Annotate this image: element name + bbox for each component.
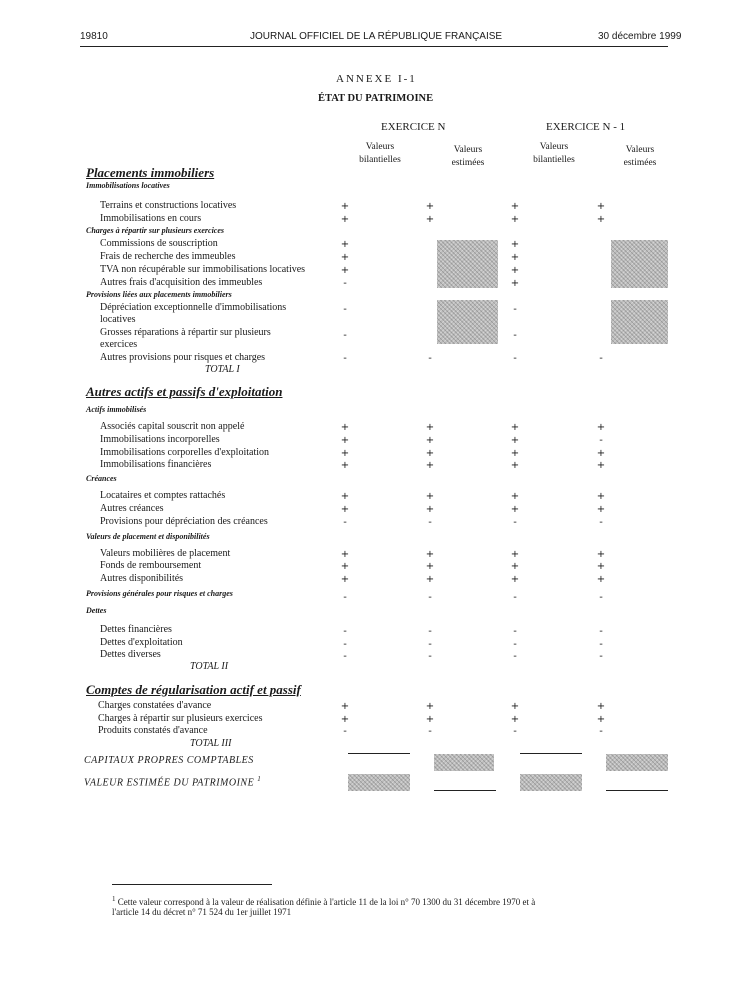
sign-mark: + (510, 278, 520, 289)
row-immob-en-cours: Immobilisations en cours (100, 213, 202, 224)
row-autres-creances: Autres créances (100, 503, 164, 514)
sign-mark: - (343, 517, 347, 528)
sign-mark: + (340, 504, 350, 515)
sign-mark: + (425, 435, 435, 446)
sign-mark: - (599, 435, 603, 446)
row-terrains: Terrains et constructions locatives (100, 200, 237, 211)
sign-mark: + (340, 491, 350, 502)
subsection-dettes: Dettes (86, 606, 107, 615)
sign-mark: + (510, 561, 520, 572)
sign-mark: - (513, 592, 517, 603)
sign-mark: - (428, 726, 432, 737)
sign-mark: + (596, 491, 606, 502)
header-rule (80, 46, 668, 47)
rule-capitaux-vb-n (348, 753, 410, 754)
row-charges-constatees: Charges constatées d'avance (98, 700, 212, 711)
footnote-text-1: Cette valeur correspond à la valeur de réalisation définie à l'article 11 de la loi n° 70 1300 du 31 décembre 1970 et à (117, 897, 536, 907)
sign-mark: + (340, 201, 350, 212)
sign-mark: + (510, 214, 520, 225)
footnote-marker: 1 (112, 895, 116, 903)
sign-mark: + (425, 714, 435, 725)
sign-mark: - (513, 651, 517, 662)
row-immob-incorporelles: Immobilisations incorporelles (100, 434, 220, 445)
sign-mark: + (510, 239, 520, 250)
section-placements: Placements immobiliers (86, 165, 215, 180)
sign-mark: + (596, 214, 606, 225)
subsection-provisions-generales: Provisions générales pour risques et charges (86, 589, 233, 598)
sign-mark: + (596, 448, 606, 459)
sign-mark: - (513, 353, 517, 364)
row-commissions: Commissions de souscription (100, 238, 218, 249)
col-vb-n1-line1: Valeurs (539, 142, 569, 152)
sign-mark: - (343, 639, 347, 650)
shaded-cell-capitaux-ve-n (434, 754, 494, 771)
sign-mark: - (428, 353, 432, 364)
sign-mark: + (340, 239, 350, 250)
sign-mark: + (340, 214, 350, 225)
sign-mark: + (510, 574, 520, 585)
subsection-valeurs-placement: Valeurs de placement et disponibilités (86, 532, 210, 541)
sign-mark: - (343, 278, 347, 289)
col-vb-n1 (522, 141, 586, 167)
row-produits-constates: Produits constatés d'avance (98, 725, 208, 736)
sign-mark: + (425, 448, 435, 459)
row-immob-financieres: Immobilisations financières (100, 459, 212, 470)
col-ve-n (434, 144, 502, 170)
sign-mark: - (343, 651, 347, 662)
row-fonds-remboursement: Fonds de remboursement (100, 560, 202, 571)
sign-mark: + (596, 504, 606, 515)
rule-valeur-ve-n1 (606, 790, 668, 791)
sign-mark: + (425, 549, 435, 560)
row-autres-frais: Autres frais d'acquisition des immeubles (100, 277, 263, 288)
sign-mark: - (428, 651, 432, 662)
row-provisions-depreciation: Provisions pour dépréciation des créances (100, 516, 268, 527)
row-associes: Associés capital souscrit non appelé (100, 421, 245, 432)
sign-mark: + (340, 701, 350, 712)
sign-mark: - (428, 639, 432, 650)
capitaux-propres-label: CAPITAUX PROPRES COMPTABLES (84, 755, 254, 766)
sign-mark: - (343, 330, 347, 341)
sign-mark: - (599, 651, 603, 662)
sign-mark: + (425, 504, 435, 515)
row-grosses-reparations-line2: exercices (100, 339, 138, 350)
row-autres-provisions: Autres provisions pour risques et charges (100, 352, 266, 363)
sign-mark: - (599, 626, 603, 637)
shaded-cell-ve-n-provisions (437, 300, 498, 344)
sign-mark: + (596, 422, 606, 433)
subsection-actifs-immobilises: Actifs immobilisés (86, 405, 147, 414)
section-autres-actifs: Autres actifs et passifs d'exploitation (86, 384, 283, 399)
sign-mark: + (425, 561, 435, 572)
sign-mark: - (513, 726, 517, 737)
total-2: TOTAL II (190, 661, 229, 672)
page-number: 19810 (80, 31, 108, 42)
sign-mark: + (596, 714, 606, 725)
sign-mark: + (510, 252, 520, 263)
sign-mark: + (340, 561, 350, 572)
sign-mark: - (343, 353, 347, 364)
sign-mark: + (596, 701, 606, 712)
row-depreciation-line2: locatives (100, 314, 136, 325)
sign-mark: - (428, 626, 432, 637)
sign-mark: - (343, 726, 347, 737)
sign-mark: + (510, 201, 520, 212)
sign-mark: - (599, 517, 603, 528)
sign-mark: + (340, 422, 350, 433)
etat-title: ÉTAT DU PATRIMOINE (318, 93, 434, 104)
sign-mark: + (340, 448, 350, 459)
col-vb-n-line2: bilantielles (359, 155, 401, 165)
subsection-charges-repartir: Charges à répartir sur plusieurs exercices (86, 226, 225, 235)
row-charges-repartir: Charges à répartir sur plusieurs exercices (98, 713, 263, 724)
sign-mark: + (596, 561, 606, 572)
total-3: TOTAL III (190, 738, 232, 749)
sign-mark: + (596, 549, 606, 560)
col-ve-n1-line1: Valeurs (625, 145, 655, 155)
shaded-cell-valeur-vb-n1 (520, 774, 582, 791)
sign-mark: - (513, 330, 517, 341)
sign-mark: + (340, 460, 350, 471)
row-frais-recherche: Frais de recherche des immeubles (100, 251, 236, 262)
shaded-cell-ve-n1-charges (611, 240, 668, 288)
subsection-immobilisations-locatives: Immobilisations locatives (86, 181, 170, 190)
row-valeurs-mobilieres: Valeurs mobilières de placement (100, 548, 231, 559)
row-dettes-exploitation: Dettes d'exploitation (100, 637, 183, 648)
sign-mark: + (425, 574, 435, 585)
sign-mark: + (340, 574, 350, 585)
shaded-cell-capitaux-ve-n1 (606, 754, 668, 771)
col-ve-n-line1: Valeurs (453, 145, 483, 155)
sign-mark: - (599, 726, 603, 737)
col-ve-n1 (608, 144, 672, 170)
col-ve-n1-line2: estimées (623, 158, 657, 168)
section-comptes-regularisation: Comptes de régularisation actif et passif (86, 682, 301, 697)
rule-valeur-ve-n (434, 790, 496, 791)
sign-mark: + (596, 460, 606, 471)
sign-mark: + (340, 549, 350, 560)
sign-mark: + (510, 701, 520, 712)
sign-mark: + (510, 422, 520, 433)
sign-mark: + (510, 448, 520, 459)
sign-mark: - (513, 517, 517, 528)
sign-mark: + (425, 460, 435, 471)
sign-mark: + (510, 435, 520, 446)
row-dettes-diverses: Dettes diverses (100, 649, 161, 660)
sign-mark: - (428, 517, 432, 528)
sign-mark: - (599, 639, 603, 650)
sign-mark: + (340, 435, 350, 446)
sign-mark: - (513, 304, 517, 315)
sign-mark: + (340, 714, 350, 725)
valeur-estimee-label (84, 775, 261, 788)
row-tva: TVA non récupérable sur immobilisations locatives (100, 264, 306, 275)
row-dettes-financieres: Dettes financières (100, 624, 172, 635)
row-depreciation-line1: Dépréciation exceptionnelle d'immobilisations (100, 302, 287, 313)
sign-mark: - (343, 592, 347, 603)
sign-mark: + (510, 549, 520, 560)
sign-mark: + (425, 201, 435, 212)
total-1: TOTAL I (205, 364, 240, 375)
col-vb-n1-line2: bilantielles (533, 155, 575, 165)
sign-mark: - (513, 626, 517, 637)
shaded-cell-ve-n1-provisions (611, 300, 668, 344)
sign-mark: + (510, 460, 520, 471)
exercice-n-header: EXERCICE N (381, 121, 446, 133)
row-grosses-reparations-line1: Grosses réparations à répartir sur plusieurs (100, 327, 271, 338)
sign-mark: + (510, 714, 520, 725)
sign-mark: + (425, 422, 435, 433)
sign-mark: - (599, 353, 603, 364)
sign-mark: + (425, 214, 435, 225)
journal-title: JOURNAL OFFICIEL DE LA RÉPUBLIQUE FRANÇAISE (250, 31, 503, 42)
col-vb-n-line1: Valeurs (365, 142, 395, 152)
sign-mark: + (340, 252, 350, 263)
sign-mark: + (425, 491, 435, 502)
sign-mark: - (343, 626, 347, 637)
sign-mark: - (343, 304, 347, 315)
sign-mark: + (340, 265, 350, 276)
sign-mark: - (599, 592, 603, 603)
valeur-estimee-text: VALEUR ESTIMÉE DU PATRIMOINE (84, 777, 255, 789)
sign-mark: - (428, 592, 432, 603)
col-ve-n-line2: estimées (451, 158, 485, 168)
sign-mark: + (510, 504, 520, 515)
shaded-cell-valeur-vb-n (348, 774, 410, 791)
footnote-line2: l'article 14 du décret n° 71 524 du 1er juillet 1971 (112, 907, 292, 917)
sign-mark: - (513, 639, 517, 650)
row-immob-corporelles: Immobilisations corporelles d'exploitation (100, 447, 269, 458)
rule-capitaux-vb-n1 (520, 753, 582, 754)
page-date: 30 décembre 1999 (598, 31, 682, 42)
valeur-estimee-note-ref: 1 (257, 775, 262, 783)
footnote-rule (112, 884, 272, 885)
subsection-provisions-placements: Provisions liées aux placements immobiliers (86, 290, 232, 299)
shaded-cell-ve-n-charges (437, 240, 498, 288)
subsection-creances: Créances (86, 474, 117, 483)
sign-mark: + (425, 701, 435, 712)
row-autres-disponibilites: Autres disponibilités (100, 573, 184, 584)
sign-mark: + (596, 201, 606, 212)
annex-title: ANNEXE I-1 (336, 73, 417, 85)
exercice-n1-header: EXERCICE N - 1 (546, 121, 626, 133)
sign-mark: + (510, 265, 520, 276)
row-locataires: Locataires et comptes rattachés (100, 490, 226, 501)
sign-mark: + (596, 574, 606, 585)
col-vb-n (350, 141, 410, 167)
sign-mark: + (510, 491, 520, 502)
